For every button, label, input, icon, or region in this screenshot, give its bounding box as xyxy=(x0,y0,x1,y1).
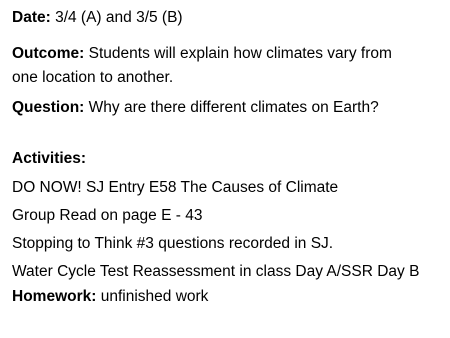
question-label: Question: xyxy=(12,99,85,116)
outcome-text: Students will explain how climates vary from xyxy=(88,45,392,62)
activity-item-3: Stopping to Think #3 questions recorded in SJ. xyxy=(12,235,334,252)
question-text: Why are there different climates on Earth? xyxy=(88,99,379,116)
outcome-label: Outcome: xyxy=(12,45,85,62)
date-value: 3/4 (A) and 3/5 (B) xyxy=(55,9,183,26)
outcome-line-2 xyxy=(12,66,173,89)
activity-item-1: DO NOW! SJ Entry E58 The Causes of Climate xyxy=(12,179,339,196)
activity-item-4: Water Cycle Test Reassessment in class Day A/SSR Day B xyxy=(12,263,420,280)
activity-item-2: Group Read on page E - 43 xyxy=(12,207,203,224)
homework-label: Homework: xyxy=(12,288,97,305)
homework-line xyxy=(12,285,208,308)
homework-text: unfinished work xyxy=(100,288,209,305)
date-line xyxy=(12,6,183,29)
activities-heading: Activities: xyxy=(12,150,87,167)
question-line xyxy=(12,96,379,119)
outcome-line xyxy=(12,42,392,65)
date-label: Date: xyxy=(12,9,51,26)
outcome-text-2: one location to another. xyxy=(12,69,174,86)
